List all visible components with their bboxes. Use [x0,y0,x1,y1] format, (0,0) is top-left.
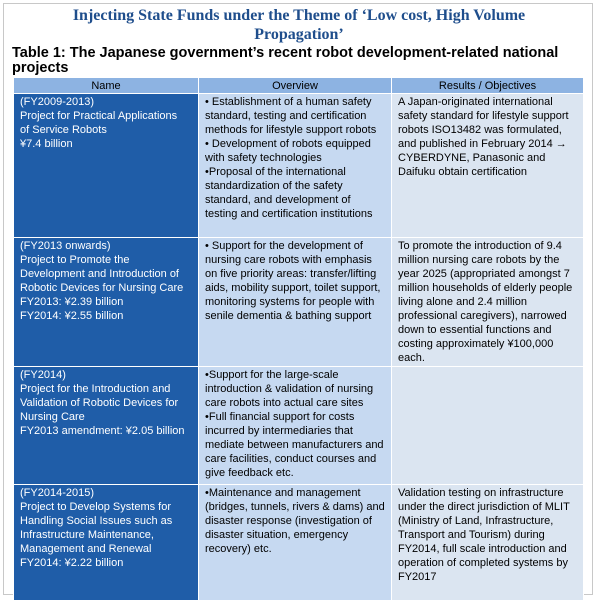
cell-line: year 2025 (appropriated amongst 7 [398,268,570,280]
column-header-name: Name [14,78,199,94]
cell-line: FY2013: ¥2.39 billion [20,296,124,308]
results-cell [392,485,584,601]
heading-line: Injecting State Funds under the Theme of ‘Low cost, High Volume [72,7,526,24]
cell-line: and published in February 2014 → [398,138,567,150]
projects-table [13,77,584,601]
cell-line: Robotic Devices for Nursing Care [20,282,184,294]
cell-line: • Establishment of a human safety [205,96,372,108]
cell-line: Management and Renewal [20,543,152,555]
table-row [14,94,584,238]
page-heading [0,6,598,44]
cell-line: down to essential functions and [398,324,552,336]
table-header-row [14,78,584,94]
cell-line: living alone and 2.4 million [398,296,528,308]
cell-line: care robots into actual care sites [205,397,364,409]
cell-line: Project for Practical Applications [20,110,178,122]
cell-line: million households of elderly people [398,282,573,294]
cell-line: • Development of robots equipped [205,138,371,150]
project-name-cell [14,94,199,238]
project-name-cell [14,367,199,485]
cell-line: of Service Robots [20,124,107,136]
cell-line: nursing care robots with emphasis [205,254,372,266]
cell-line: million nursing care robots by the [398,254,560,266]
cell-line: Daifuku obtain certification [398,166,528,178]
cell-line: robots ISO13482 was formulated, [398,124,562,136]
cell-line: with safety technologies [205,152,322,164]
cell-line: disaster response (investigation of [205,515,372,527]
table-row [14,238,584,367]
cell-line: Project to Develop Systems for [20,501,172,513]
cell-line: care facilities, conduct courses and [205,453,377,465]
column-header-results: Results / Objectives [392,78,584,94]
cell-line: senile dementia & bathing support [205,310,372,322]
cell-line: disaster situation, emergency [205,529,349,541]
cell-line: (bridges, tunnels, rivers & dams) and [205,501,385,513]
cell-line: Validation testing on infrastructure [398,487,564,499]
cell-line: CYBERDYNE, Panasonic and [398,152,546,164]
cell-line: (FY2013 onwards) [20,240,111,252]
cell-line: •Proposal of the international [205,166,346,178]
project-name-cell [14,485,199,601]
table-row [14,367,584,485]
cell-line: Validation of Robotic Devices for [20,397,179,409]
cell-line: To promote the introduction of 9.4 [398,240,562,252]
cell-line: FY2014: ¥2.55 billion [20,310,124,322]
cell-line: safety standard for lifestyle support [398,110,569,122]
cell-line: each. [398,352,425,364]
cell-line: (Ministry of Land, Infrastructure, [398,515,554,527]
cell-line: Project to Promote the [20,254,130,266]
cell-line: FY2013 amendment: ¥2.05 billion [20,425,185,437]
cell-line: give feedback etc. [205,467,294,479]
cell-line: professional caregivers), narrowed [398,310,567,322]
cell-line: (FY2014-2015) [20,487,94,499]
cell-line: Project for the Introduction and [20,383,171,395]
cell-line: Infrastructure Maintenance, [20,529,154,541]
cell-line: •Support for the large-scale [205,369,339,381]
overview-cell [199,94,392,238]
table-caption [12,46,582,76]
cell-line: (FY2014) [20,369,66,381]
overview-cell [199,367,392,485]
cell-line: standard, and development of [205,194,351,206]
cell-line: monitoring systems for people with [205,296,375,308]
heading-line: Propagation’ [254,26,344,43]
table-row [14,485,584,601]
cell-line: methods for lifestyle support robots [205,124,377,136]
cell-line: aids, mobility support, toilet support, [205,282,381,294]
cell-line: FY2014, full scale introduction and [398,543,567,555]
overview-cell [199,238,392,367]
cell-line: A Japan-originated international [398,96,553,108]
cell-line: FY2017 [398,571,437,583]
cell-line: Development and Introduction of [20,268,179,280]
cell-line: (FY2009-2013) [20,96,94,108]
results-cell [392,94,584,238]
cell-line: •Maintenance and management [205,487,361,499]
table-body [14,94,584,601]
cell-line: standardization of the safety [205,180,343,192]
cell-line: FY2014: ¥2.22 billion [20,557,124,569]
cell-line: ¥7.4 billion [20,138,73,150]
cell-line: operation of completed systems by [398,557,568,569]
cell-line: costing approximately ¥100,000 [398,338,554,350]
cell-line: recovery) etc. [205,543,272,555]
overview-cell [199,485,392,601]
cell-line: on five priority areas: transfer/lifting [205,268,377,280]
cell-line: under the direct jurisdiction of MLIT [398,501,570,513]
cell-line: Transport and Tourism) during [398,529,545,541]
cell-line: introduction & validation of nursing [205,383,374,395]
cell-line: standard, testing and certification [205,110,367,122]
cell-line: incurred by intermediaries that [205,425,353,437]
caption-line: Table 1: The Japanese government’s recent robot development-related national [12,45,559,61]
cell-line: •Full financial support for costs [205,411,355,423]
cell-line: Nursing Care [20,411,85,423]
cell-line: Handling Social Issues such as [20,515,173,527]
results-cell [392,238,584,367]
cell-line: • Support for the development of [205,240,363,252]
caption-line: projects [12,60,69,76]
column-header-overview: Overview [199,78,392,94]
project-name-cell [14,238,199,367]
cell-line: testing and certification institutions [205,208,373,220]
results-cell [392,367,584,485]
cell-line: mediate between manufacturers and [205,439,384,451]
